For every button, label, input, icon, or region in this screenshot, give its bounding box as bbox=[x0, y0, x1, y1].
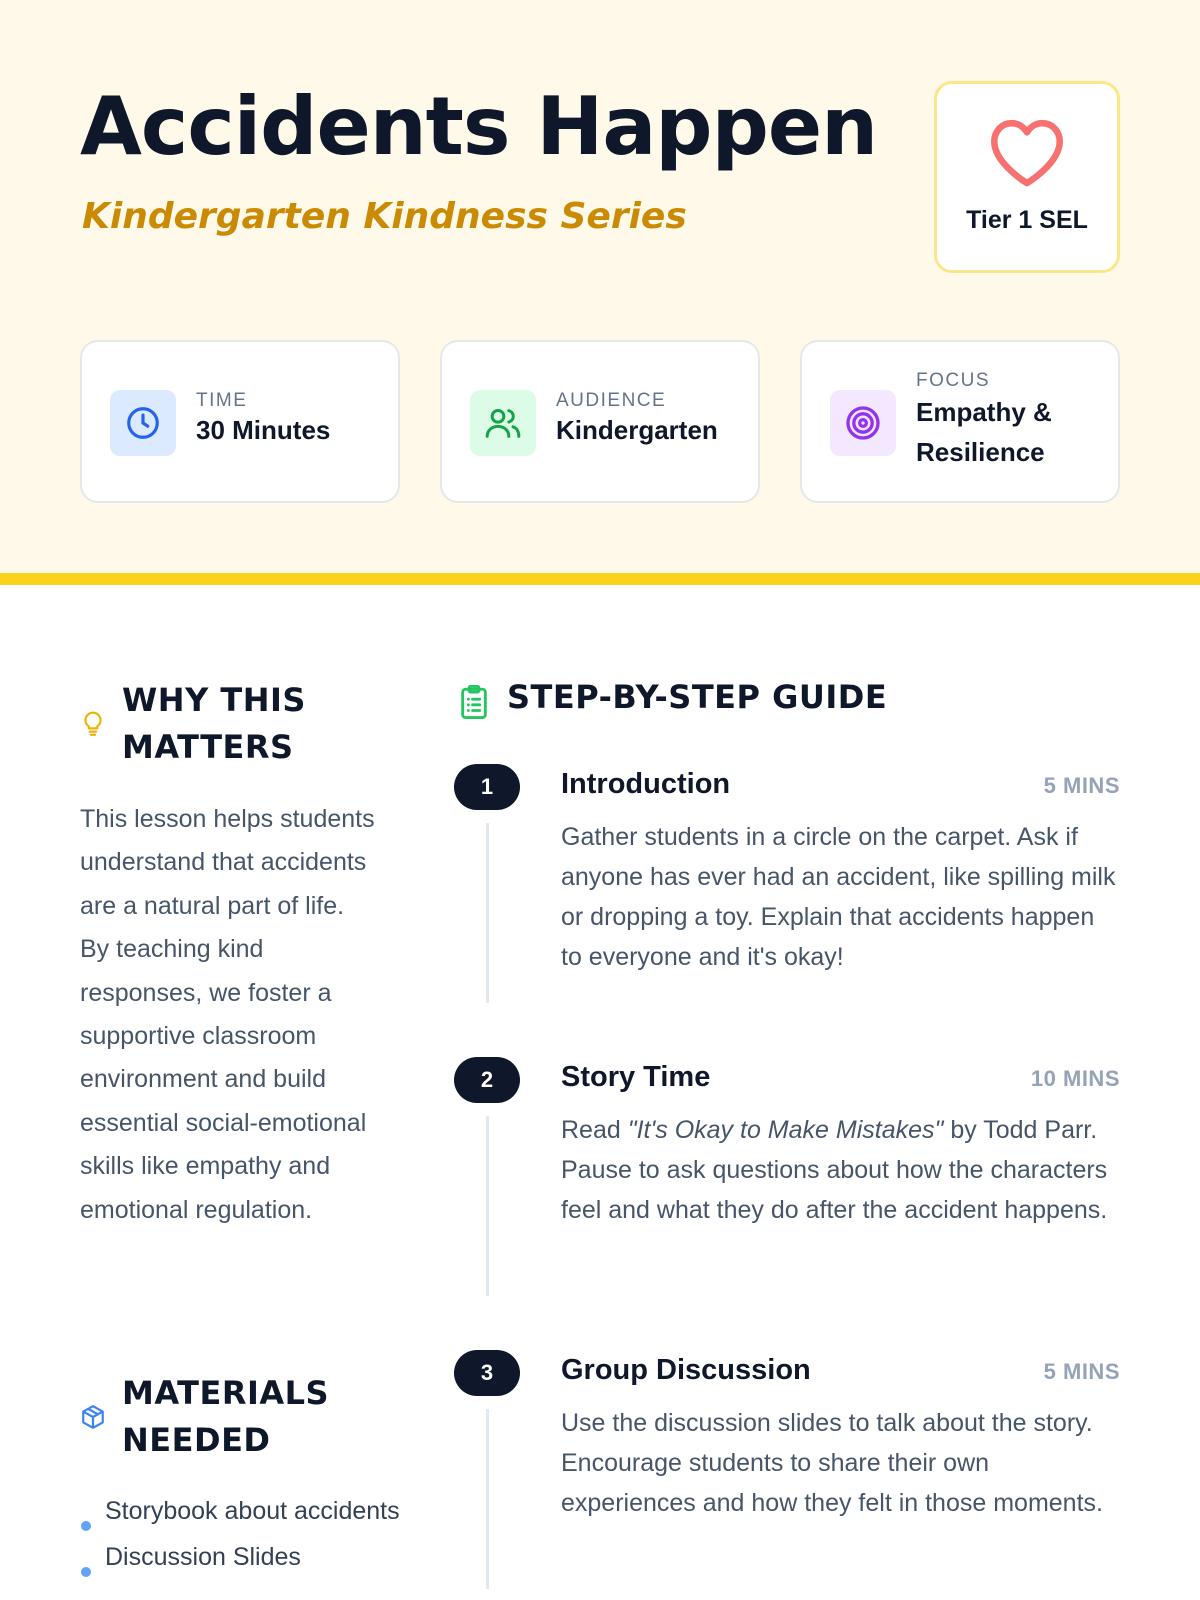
list-item bbox=[80, 1537, 400, 1577]
material-item: Storybook about accidents bbox=[105, 1497, 400, 1525]
step-duration: 10 MINS bbox=[1030, 1066, 1120, 1091]
info-card-focus bbox=[800, 340, 1120, 503]
bullet-icon bbox=[81, 1567, 91, 1577]
step-title: Group Discussion bbox=[561, 1354, 811, 1386]
why-heading: WHY THIS MATTERS bbox=[122, 681, 306, 766]
info-value: Empathy & Resilience bbox=[916, 397, 1052, 467]
step-description bbox=[561, 1110, 1121, 1230]
info-value: Kindergarten bbox=[556, 415, 718, 445]
step-number: 1 bbox=[454, 764, 520, 810]
material-item: Discussion Slides bbox=[105, 1543, 301, 1571]
guide-heading: STEP-BY-STEP GUIDE bbox=[507, 678, 888, 716]
step-title: Introduction bbox=[561, 768, 731, 800]
lightbulb-icon bbox=[80, 709, 106, 737]
page-subtitle: Kindergarten Kindness Series bbox=[82, 196, 687, 237]
hero-header bbox=[0, 0, 1200, 585]
page-title: Accidents Happen bbox=[80, 80, 878, 173]
clock-icon bbox=[110, 390, 176, 456]
why-description: This lesson helps students understand that accidents are a natural part of life. By teaching kind responses, we foster a supportive classroom environment and build essential social-emotional skills like empathy and emotional regulation. bbox=[80, 805, 375, 1224]
target-icon bbox=[830, 390, 896, 456]
step-connector bbox=[486, 1116, 489, 1296]
clipboard-icon bbox=[457, 683, 491, 721]
info-value: 30 Minutes bbox=[196, 415, 331, 445]
info-label: FOCUS bbox=[916, 370, 990, 391]
info-card-audience bbox=[440, 340, 760, 503]
book-title: "It's Okay to Make Mistakes" bbox=[627, 1116, 944, 1144]
step-duration: 5 MINS bbox=[1043, 773, 1120, 798]
step-description: Use the discussion slides to talk about the story. Encourage students to share their own experiences and how they felt in those moments. bbox=[561, 1409, 1103, 1517]
step-connector bbox=[486, 823, 489, 1003]
heart-icon bbox=[987, 116, 1067, 188]
step-title: Story Time bbox=[561, 1061, 711, 1093]
step-description: Gather students in a circle on the carpet. Ask if anyone has ever had an accident, like spilling milk or dropping a toy. Explain that accidents happen to everyone and it's okay! bbox=[561, 823, 1116, 971]
step-number: 2 bbox=[454, 1057, 520, 1103]
info-label: TIME bbox=[196, 390, 248, 411]
box-icon bbox=[80, 1403, 106, 1431]
materials-heading: MATERIALS NEEDED bbox=[122, 1374, 330, 1459]
step-connector bbox=[486, 1409, 489, 1589]
info-card-time bbox=[80, 340, 400, 503]
list-item bbox=[80, 1491, 400, 1531]
users-icon bbox=[470, 390, 536, 456]
bullet-icon bbox=[81, 1521, 91, 1531]
tier-badge bbox=[934, 81, 1120, 273]
desc-text: Read bbox=[561, 1116, 628, 1144]
badge-label: Tier 1 SEL bbox=[966, 206, 1088, 234]
info-label: AUDIENCE bbox=[556, 390, 667, 411]
step-number: 3 bbox=[454, 1350, 520, 1396]
step-duration: 5 MINS bbox=[1043, 1359, 1120, 1384]
materials-list bbox=[80, 1491, 400, 1583]
desc-text: by Todd Parr. Pause to ask questions about how the characters feel and what they do after the accident happens. bbox=[561, 1116, 1108, 1224]
